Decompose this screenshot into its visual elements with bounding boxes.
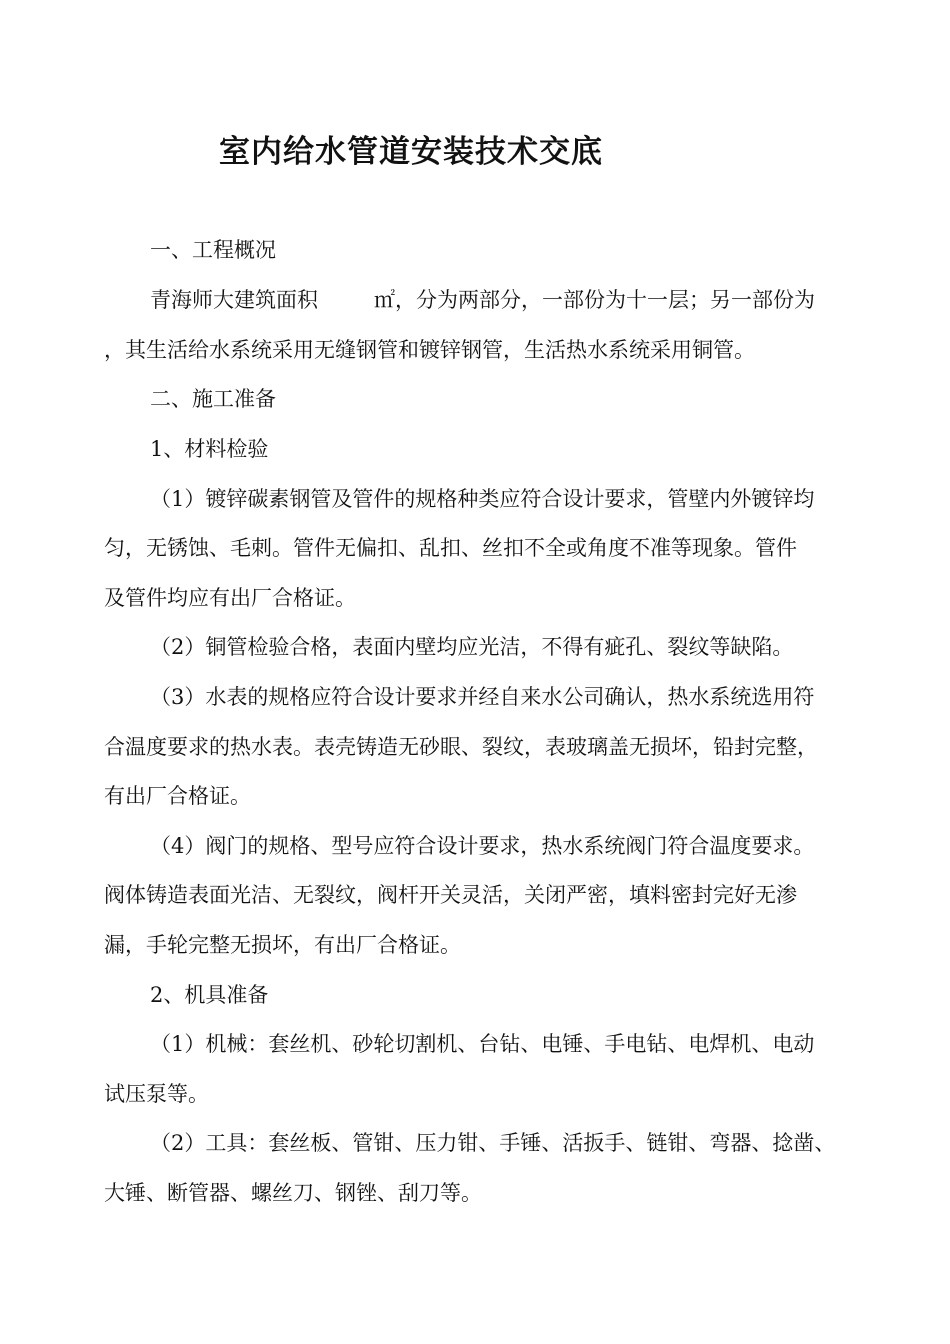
paragraph-line: 有出厂合格证。 <box>104 784 251 808</box>
section-heading-construction-prep: 二、施工准备 <box>150 387 276 411</box>
paragraph-line: ，其生活给水系统采用无缝钢管和镀锌钢管，生活热水系统采用铜管。 <box>104 338 755 362</box>
paragraph-line: 大锤、断管器、螺丝刀、钢锉、刮刀等。 <box>104 1181 482 1205</box>
paragraph-line: （1）机械：套丝机、砂轮切割机、台钻、电锤、手电钻、电焊机、电动 <box>150 1032 815 1056</box>
paragraph-line: 阀体铸造表面光洁、无裂纹，阀杆开关灵活，关闭严密，填料密封完好无渗 <box>104 883 797 907</box>
text-segment: ㎡，分为两部分，一部份为十一层；另一部份为 <box>374 288 815 312</box>
document-title: 室内给水管道安装技术交底 <box>219 134 603 170</box>
subsection-heading-material-inspection: 1、材料检验 <box>150 437 269 461</box>
paragraph-line: 及管件均应有出厂合格证。 <box>104 586 356 610</box>
subsection-heading-equipment-prep: 2、机具准备 <box>150 983 269 1007</box>
paragraph-line: （1）镀锌碳素钢管及管件的规格种类应符合设计要求，管壁内外镀锌均 <box>150 487 815 511</box>
paragraph-line: 合温度要求的热水表。表壳铸造无砂眼、裂纹，表玻璃盖无损坏，铅封完整， <box>104 735 818 759</box>
paragraph-line <box>150 285 815 315</box>
text-segment: 青海师大建筑面积 <box>150 288 318 312</box>
paragraph-line: （2）工具：套丝板、管钳、压力钳、手锤、活扳手、链钳、弯器、捻凿、 <box>150 1131 836 1155</box>
paragraph-line: 试压泵等。 <box>104 1082 209 1106</box>
paragraph-line: （2）铜管检验合格，表面内壁均应光洁，不得有疵孔、裂纹等缺陷。 <box>150 635 794 659</box>
section-heading-project-overview: 一、工程概况 <box>150 238 276 262</box>
paragraph-line: 漏，手轮完整无损坏，有出厂合格证。 <box>104 933 461 957</box>
paragraph-line: （3）水表的规格应符合设计要求并经自来水公司确认，热水系统选用符 <box>150 685 815 709</box>
paragraph-line: 匀，无锈蚀、毛刺。管件无偏扣、乱扣、丝扣不全或角度不准等现象。管件 <box>104 536 797 560</box>
paragraph-line: （4）阀门的规格、型号应符合设计要求，热水系统阀门符合温度要求。 <box>150 834 815 858</box>
